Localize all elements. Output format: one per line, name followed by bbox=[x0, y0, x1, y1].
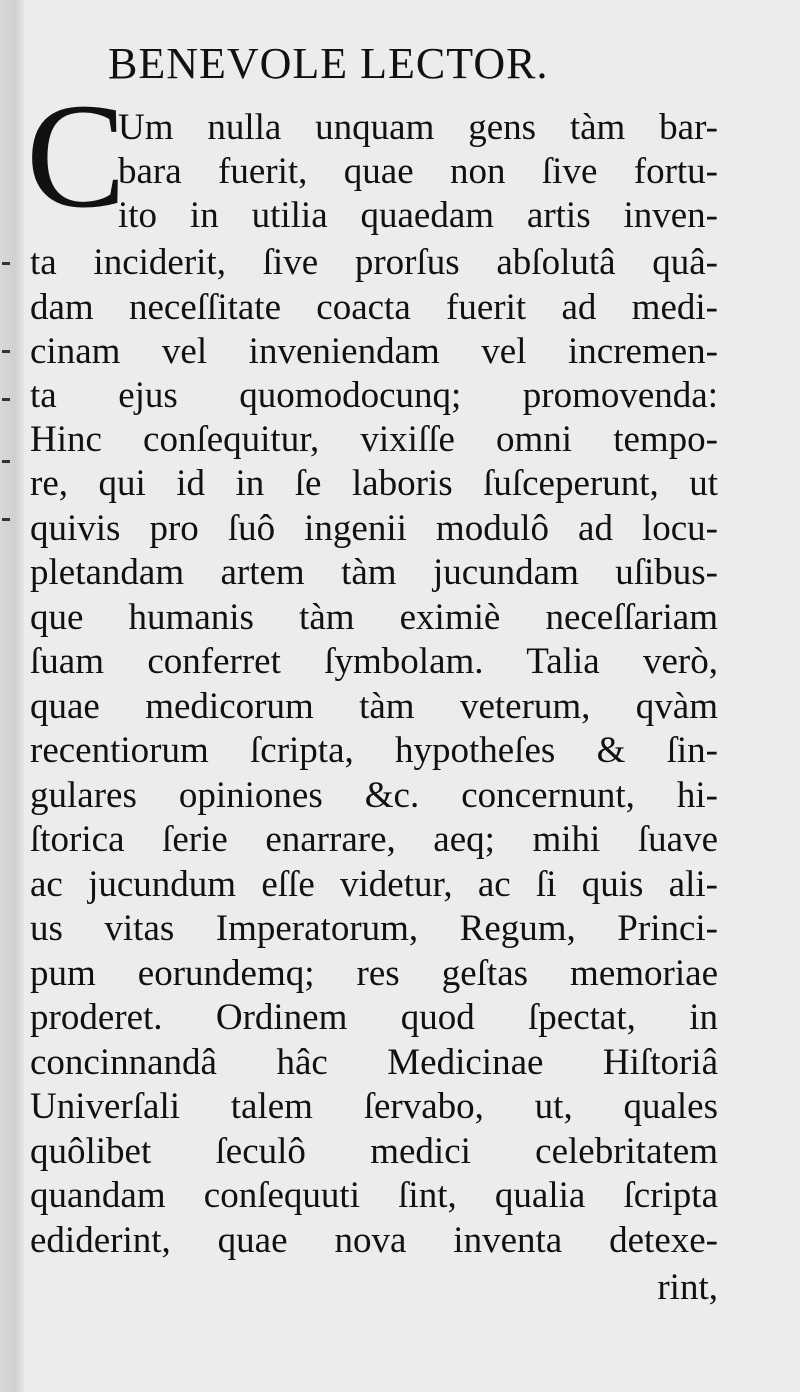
gutter-mark bbox=[2, 518, 10, 521]
text-line: Hinc conſequitur, vixiſſe omni tempo- bbox=[30, 419, 718, 460]
text-line: ediderint, quae nova inventa detexe- bbox=[30, 1220, 718, 1261]
text-line: recentiorum ſcripta, hypotheſes & ſin- bbox=[30, 730, 718, 771]
text-line: quôlibet ſeculô medici celebritatem bbox=[30, 1131, 718, 1172]
text-line: ta inciderit, ſive prorſus abſolutâ quâ- bbox=[30, 242, 718, 283]
text-line: ſtorica ſerie enarrare, aeq; mihi ſuave bbox=[30, 819, 718, 860]
text-line: que humanis tàm eximiè neceſſariam bbox=[30, 597, 718, 638]
text-line: Um nulla unquam gens tàm bar- bbox=[118, 107, 718, 148]
gutter-mark bbox=[2, 398, 10, 401]
text-line: pum eorundemq; res geſtas memoriae bbox=[30, 953, 718, 994]
text-line: ſuam conferret ſymbolam. Talia verò, bbox=[30, 641, 718, 682]
text-line: concinnandâ hâc Medicinae Hiſtoriâ bbox=[30, 1042, 718, 1083]
gutter-mark bbox=[2, 350, 10, 353]
text-line: pletandam artem tàm jucundam uſibus- bbox=[30, 552, 718, 593]
text-line: re, qui id in ſe laboris ſuſceperunt, ut bbox=[30, 463, 718, 504]
text-line: quae medicorum tàm veterum, qvàm bbox=[30, 686, 718, 727]
text-line: quivis pro ſuô ingenii modulô ad locu- bbox=[30, 508, 718, 549]
text-line: quandam conſequuti ſint, qualia ſcripta bbox=[30, 1175, 718, 1216]
text-line: cinam vel inveniendam vel incremen- bbox=[30, 331, 718, 372]
page-gutter bbox=[0, 0, 24, 1392]
text-line: ac jucundum eſſe videtur, ac ſi quis ali- bbox=[30, 864, 718, 905]
text-line: dam neceſſitate coacta fuerit ad medi- bbox=[30, 287, 718, 328]
text-line: proderet. Ordinem quod ſpectat, in bbox=[30, 997, 718, 1038]
gutter-mark bbox=[2, 262, 10, 265]
page-title: BENEVOLE LECTOR. bbox=[108, 39, 549, 88]
text-line: ta ejus quomodocunq; promovenda: bbox=[30, 375, 718, 416]
text-line: Univerſali talem ſervabo, ut, quales bbox=[30, 1086, 718, 1127]
text-line: us vitas Imperatorum, Regum, Princi- bbox=[30, 908, 718, 949]
drop-cap: C bbox=[26, 73, 127, 239]
text-line: gulares opiniones &c. concernunt, hi- bbox=[30, 775, 718, 816]
text-line: bara fuerit, quae non ſive fortu- bbox=[118, 151, 718, 192]
gutter-mark bbox=[2, 460, 10, 463]
catchword: rint, bbox=[657, 1267, 718, 1308]
text-line: ito in utilia quaedam artis inven- bbox=[118, 195, 718, 236]
